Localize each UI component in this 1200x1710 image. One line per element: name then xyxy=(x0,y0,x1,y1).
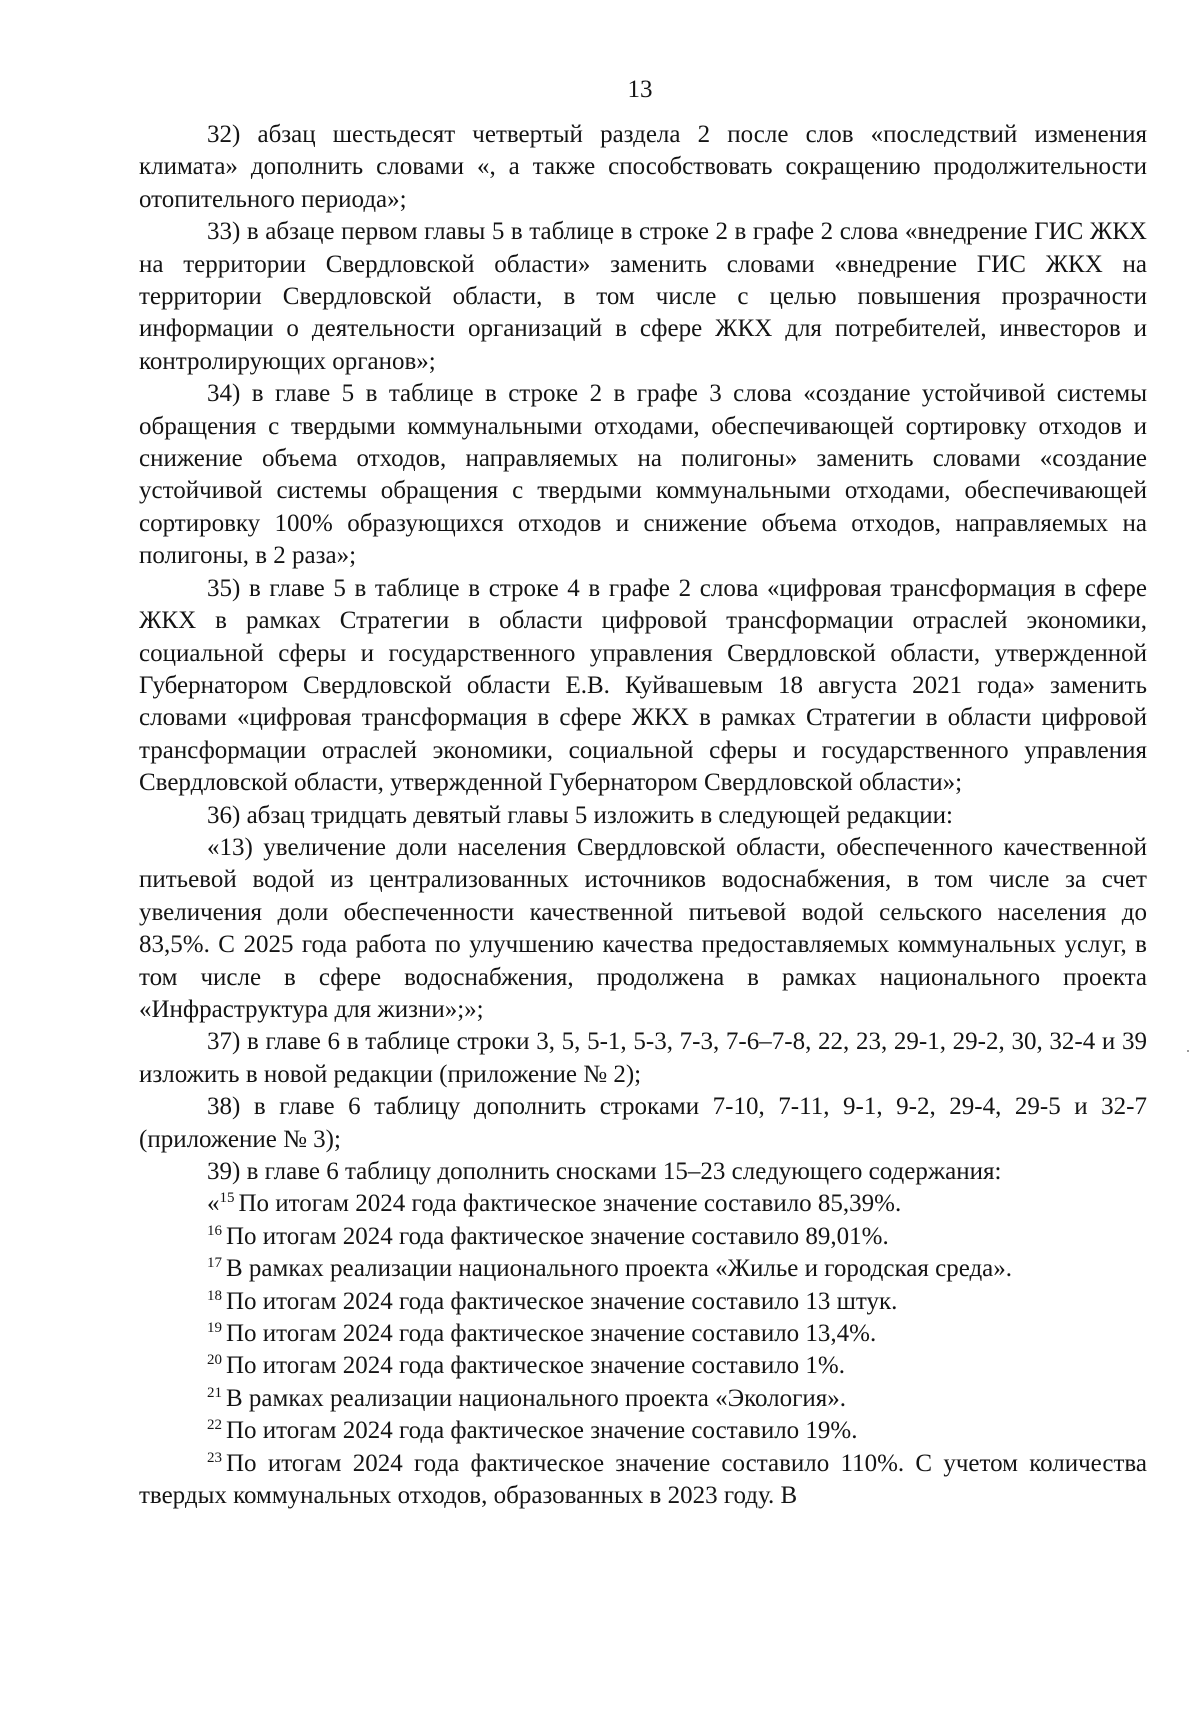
footnote-16 xyxy=(139,1221,1147,1253)
footnote-19 xyxy=(139,1318,1147,1350)
footnote-text: По итогам 2024 года фактическое значение составило 89,01%. xyxy=(226,1222,889,1250)
footnote-23 xyxy=(139,1448,1147,1513)
footnote-21 xyxy=(139,1383,1147,1415)
footnote-text: В рамках реализации национального проекта «Жилье и городская среда». xyxy=(226,1255,1013,1283)
footnote-text: По итогам 2024 года фактическое значение составило 19%. xyxy=(226,1417,858,1445)
footnote-number: 17 xyxy=(207,1255,222,1272)
footnote-text: По итогам 2024 года фактическое значение составило 110%. С учетом количества твердых коммунальных отходов, образованных в 2023 году. В xyxy=(139,1449,1147,1510)
footnote-number: 23 xyxy=(207,1449,222,1466)
footnote-text: По итогам 2024 года фактическое значение составило 1%. xyxy=(226,1352,846,1380)
paragraph-35: 35) в главе 5 в таблице в строке 4 в графе 2 слова «цифровая трансформация в сфере ЖКХ в рамках Стратегии в области цифровой трансформации отраслей экономики, социальной сферы и государственного управления Свердловской области, утвержденной Губернатором Свердловской области Е.В. Куйвашевым 18 августа 2021 года» заменить словами «цифровая трансформация в сфере ЖКХ в рамках Стратегии в области цифровой трансформации отраслей экономики, социальной сферы и государственного управления Свердловской области, утвержденной Губернатором Свердловской области»; xyxy=(139,574,1147,797)
paragraph-34: 34) в главе 5 в таблице в строке 2 в графе 3 слова «создание устойчивой системы обращения с твердыми коммунальными отходами, обеспечивающей сортировку отходов и снижение объема отходов, направляемых на полигоны» заменить словами «создание устойчивой системы обращения с твердыми коммунальными отходами, обеспечивающей сортировку 100% образующихся отходов и снижение объема отходов, направляемых на полигоны, в 2 раза»; xyxy=(139,380,1147,570)
footnote-number: 19 xyxy=(207,1320,222,1337)
footnote-number: 16 xyxy=(207,1222,222,1239)
footnote-number: 22 xyxy=(207,1417,222,1434)
paragraph-32: 32) абзац шестьдесят четвертый раздела 2 после слов «последствий изменения климата» дополнить словами «, а также способствовать сокращению продолжительности отопительного периода»; xyxy=(139,121,1147,213)
paragraph-39: 39) в главе 6 таблицу дополнить сносками 15–23 следующего содержания: xyxy=(207,1158,1002,1185)
footnote-open-quote: « xyxy=(207,1190,220,1218)
paragraph-37: 37) в главе 6 в таблице строки 3, 5, 5-1, 5-3, 7-3, 7-6–7-8, 22, 23, 29-1, 29-2, 30, 32-4 и 39 изложить в новой редакции (приложение № 2); xyxy=(139,1028,1147,1088)
document-body xyxy=(139,119,1147,1512)
paragraph-36: 36) абзац тридцать девятый главы 5 изложить в следующей редакции: xyxy=(207,801,953,829)
footnote-20 xyxy=(139,1350,1147,1382)
footnote-22 xyxy=(139,1415,1147,1447)
paragraph-36-quote: «13) увеличение доли населения Свердловской области, обеспеченного качественной питьевой водой из централизованных источников водоснабжения, в том числе за счет увеличения доли обеспеченности качественной питьевой водой сельского населения до 83,5%. С 2025 года работа по улучшению качества предоставляемых коммунальных услуг, в том числе в сфере водоснабжения, продолжена в рамках национального проекта «Инфраструктура для жизни»;»; xyxy=(139,833,1147,1023)
footnote-text: В рамках реализации национального проекта «Экология». xyxy=(226,1384,847,1412)
page-number: 13 xyxy=(627,76,653,103)
footnote-text: По итогам 2024 года фактическое значение составило 13 штук. xyxy=(226,1287,898,1315)
footnote-text: По итогам 2024 года фактическое значение составило 85,39%. xyxy=(238,1190,902,1218)
footnote-number: 15 xyxy=(219,1190,235,1207)
footnote-text: По итогам 2024 года фактическое значение составило 13,4%. xyxy=(226,1320,877,1348)
scan-margin-mark xyxy=(1187,1050,1189,1052)
footnote-17 xyxy=(139,1253,1147,1285)
paragraph-33: 33) в абзаце первом главы 5 в таблице в строке 2 в графе 2 слова «внедрение ГИС ЖКХ на территории Свердловской области» заменить словами «внедрение ГИС ЖКХ на территории Свердловской области, в том числе с целью повышения прозрачности информации о деятельности организаций в сфере ЖКХ для потребителей, инвесторов и контролирующих органов»; xyxy=(139,218,1147,375)
footnote-18 xyxy=(139,1286,1147,1318)
footnote-number: 18 xyxy=(207,1287,222,1304)
footnote-number: 21 xyxy=(207,1384,222,1401)
paragraph-38: 38) в главе 6 таблицу дополнить строками 7-10, 7-11, 9-1, 9-2, 29-4, 29-5 и 32-7 (приложение № 3); xyxy=(139,1093,1147,1153)
footnote-number: 20 xyxy=(207,1352,222,1369)
footnote-15 xyxy=(139,1188,1147,1220)
